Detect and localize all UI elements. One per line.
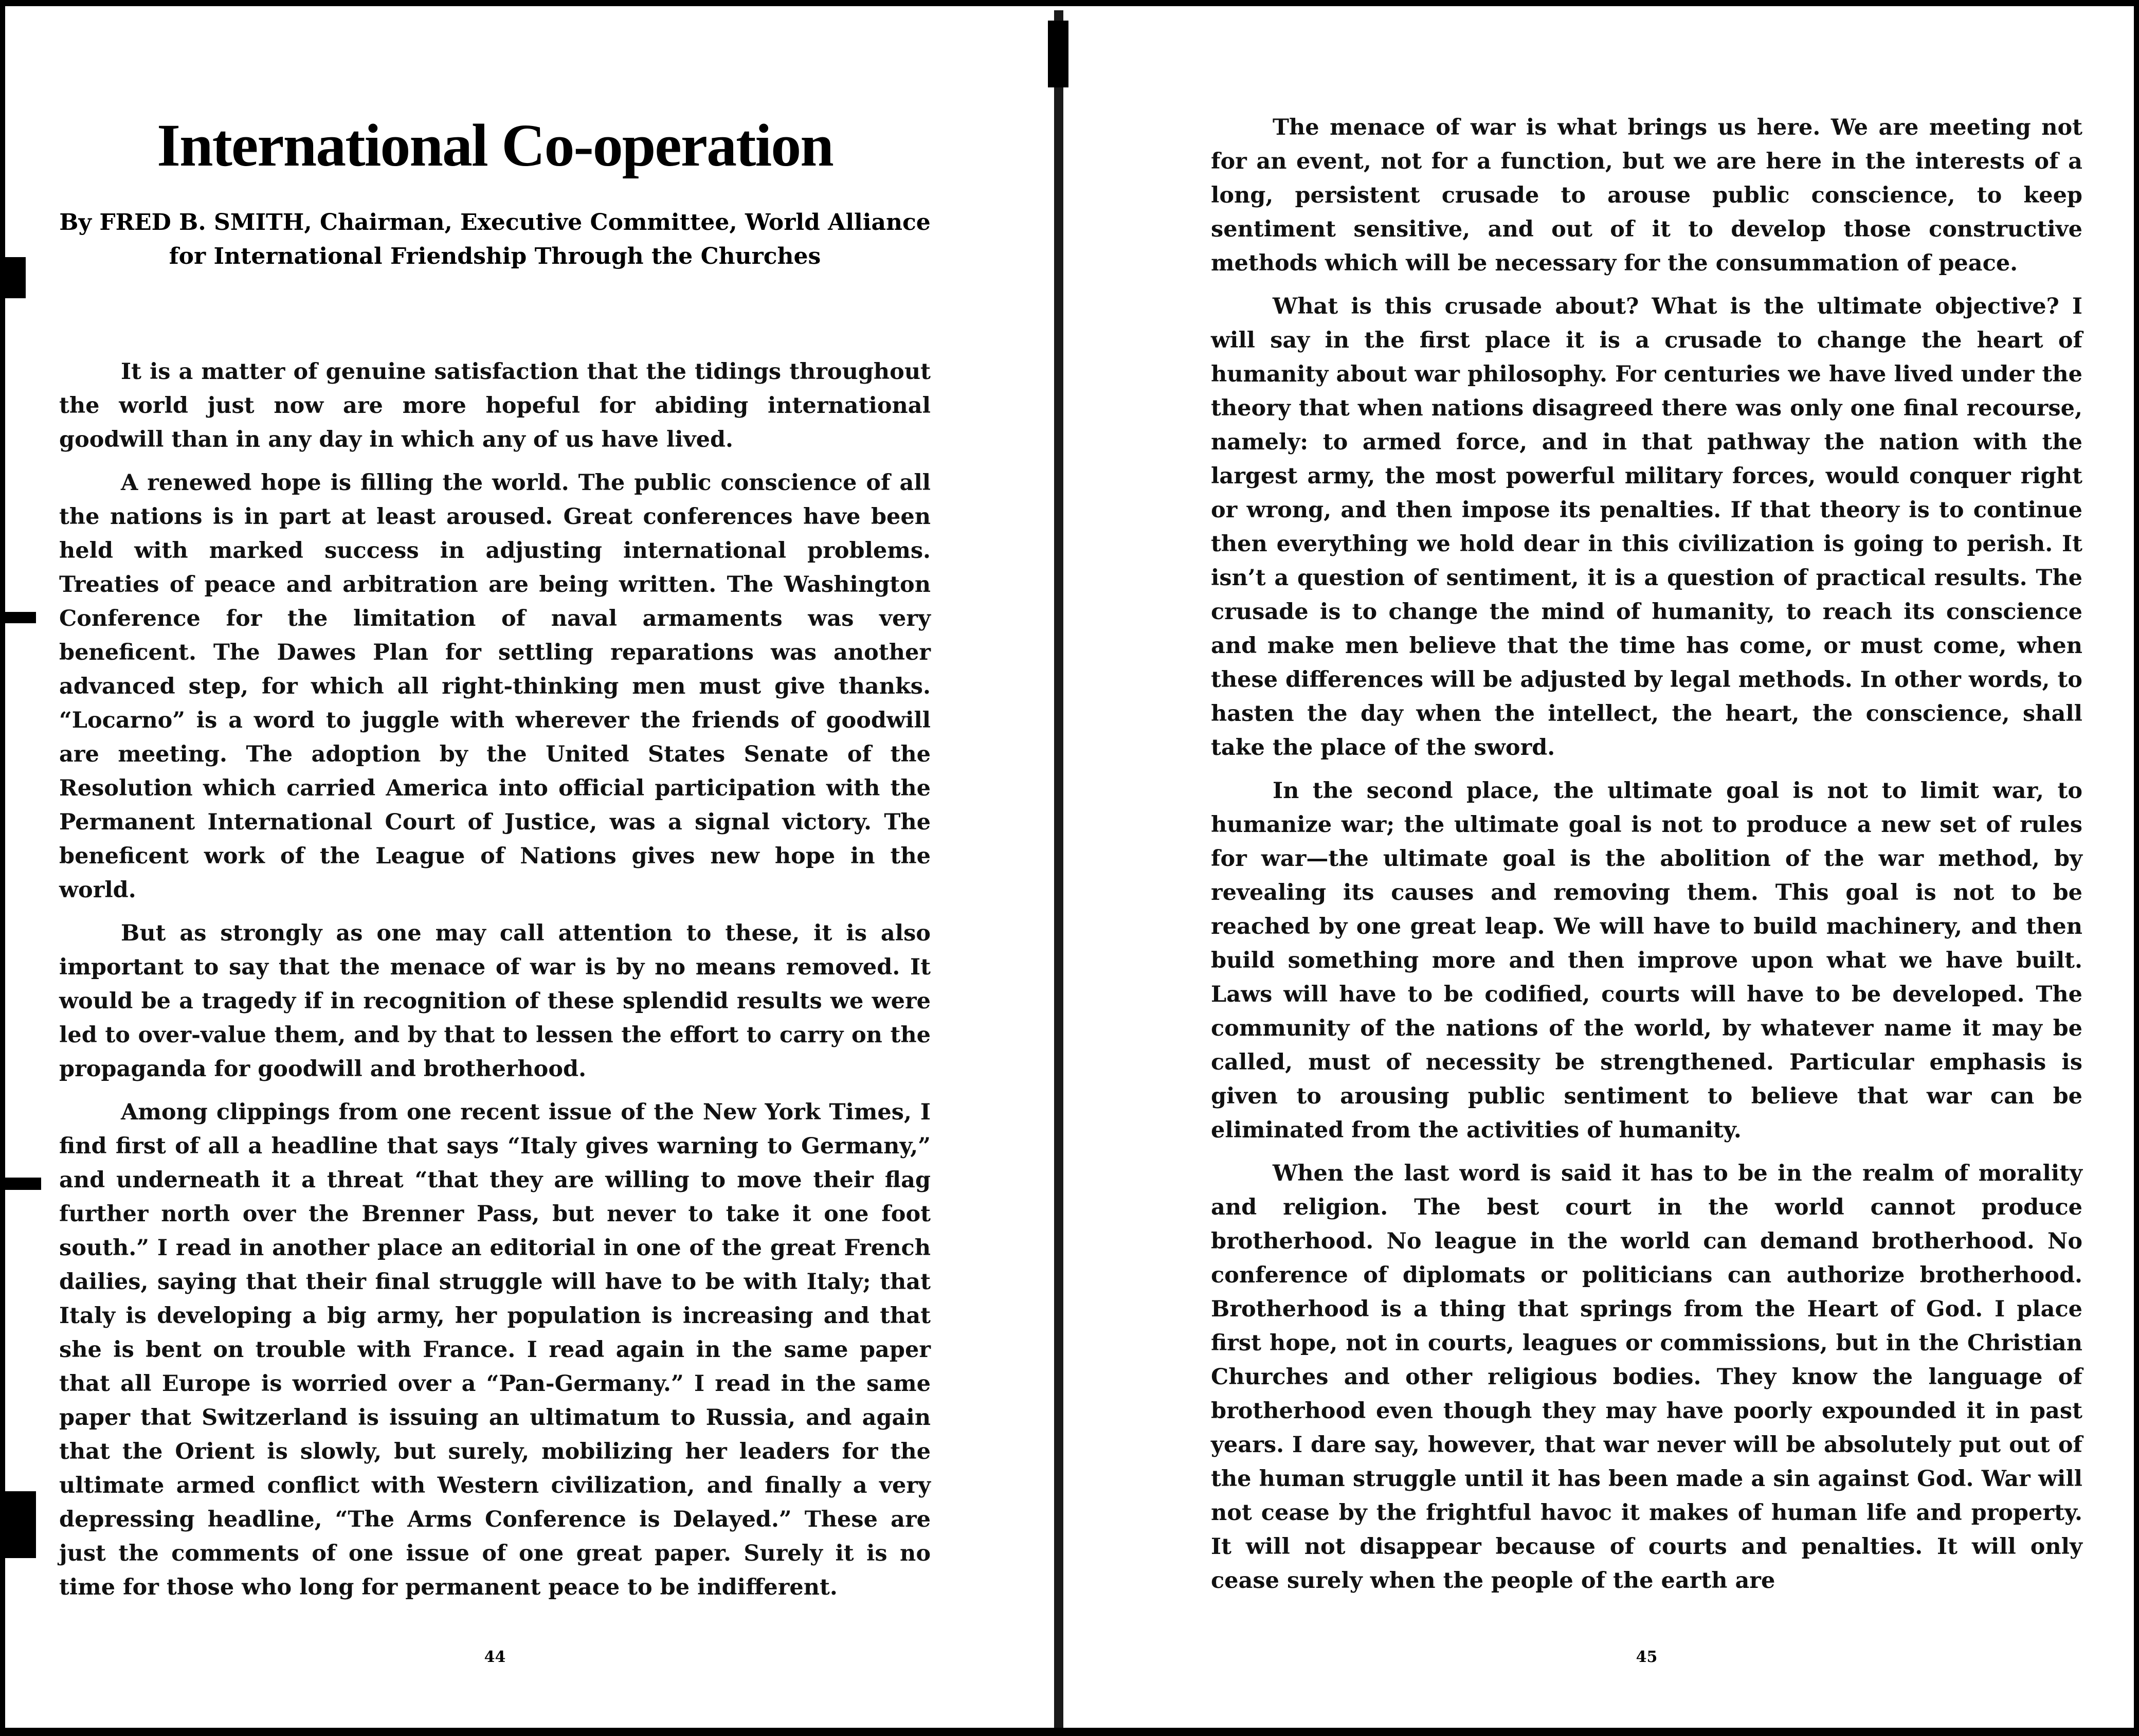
paragraph: The menace of war is what brings us here. We are meeting not for an event, not for a function, but we are here in the interests of a long, persistent crusade to arouse public conscience, to keep sentiment sensitive, and out of it to develop those constructive methods which will be necessary for the consummation of peace.: [1211, 115, 2082, 276]
scan-border-left: [0, 0, 5, 1736]
paragraph: But as strongly as one may call attention to these, it is also important to say that the menace of war is by no means removed. It would be a tragedy if in recognition of these splendid results we were led to over-value them, and by that to lessen the effort to carry on the propaganda for goodwill and brotherhood.: [59, 920, 931, 1082]
margin-mark: [5, 257, 26, 298]
right-page-body: [1211, 111, 2082, 1607]
left-page-body: [59, 355, 931, 1614]
paragraph: When the last word is said it has to be in the realm of morality and religion. The best court in the world cannot produce brotherhood. No league in the world can demand brotherhood. No conference of diplomats or politicians can authorize brotherhood. Brotherhood is a thing that springs from the Heart of God. I place first hope, not in courts, leagues or commissions, but in the Christian Churches and other religious bodies. They know the language of brotherhood even though they may have poorly expounded it in past years. I dare say, however, that war never will be absolutely put out of the human struggle until it has been made a sin against God. War will not cease by the frightful havoc it makes of human life and property. It will not disappear because of courts and penalties. It will only cease surely when the people of the earth are: [1211, 1161, 2082, 1594]
article-title: International Co-operation: [157, 112, 833, 179]
margin-mark: [5, 612, 36, 623]
page-number: 44: [484, 1648, 506, 1666]
paragraph: In the second place, the ultimate goal is not to limit war, to humanize war; the ultimate goal is not to produce a new set of rules for war—the ultimate goal is the abolition of the war method, by revealing its causes and removing them. This goal is not to be reached by one great leap. We will have to build machinery, and then build something more and then improve upon what we have built. Laws will have to be codified, courts will have to be developed. The community of the nations of the world, by whatever name it may be called, must of necessity be strengthened. Particular emphasis is given to arousing public sentiment to believe that war can be eliminated from the activities of humanity.: [1211, 778, 2082, 1143]
margin-mark: [5, 1491, 36, 1558]
article-byline: By FRED B. SMITH, Chairman, Executive Committee, World Alliance for International Friendship Through the Churches: [59, 209, 931, 269]
page-number: 45: [1636, 1648, 1658, 1666]
margin-mark: [5, 1178, 41, 1190]
scan-border-bottom: [0, 1728, 2139, 1736]
paragraph: A renewed hope is filling the world. The public conscience of all the nations is in part at least aroused. Great conferences have been held with marked success in adjusting international problems. Treaties of peace and arbitration are being written. The Washington Conference for the limitation of naval armaments was very beneficent. The Dawes Plan for settling reparations was another advanced step, for which all right-thinking men must give thanks. “Locarno” is a word to juggle with wherever the friends of goodwill are meeting. The adoption by the United States Senate of the Resolution which carried America into official participation with the Permanent International Court of Justice, was a signal victory. The beneficent work of the League of Nations gives new hope in the world.: [59, 470, 931, 903]
gutter-shadow: [1048, 21, 1068, 87]
book-gutter: [1054, 10, 1063, 1728]
scan-border-top: [0, 0, 2139, 6]
paragraph: What is this crusade about? What is the ultimate objective? I will say in the first place it is a crusade to change the heart of humanity about war philosophy. For centuries we have lived under the theory that when nations disagreed there was only one final recourse, namely: to armed force, and in that pathway the nation with the largest army, the most powerful military forces, would conquer right or wrong, and then impose its penalties. If that theory is to continue then everything we hold dear in this civilization is going to perish. It isn’t a question of sentiment, it is a question of practical results. The crusade is to change the mind of humanity, to reach its conscience and make men believe that the time has come, or must come, when these differences will be adjusted by legal methods. In other words, to hasten the day when the intellect, the heart, the conscience, shall take the place of the sword.: [1211, 294, 2082, 761]
scan-border-right: [2134, 0, 2139, 1736]
paragraph: It is a matter of genuine satisfaction that the tidings throughout the world just now are more hopeful for abiding international goodwill than in any day in which any of us have lived.: [59, 359, 931, 453]
paragraph: Among clippings from one recent issue of the New York Times, I find first of all a headline that says “Italy gives warning to Germany,” and underneath it a threat “that they are willing to move their flag further north over the Brenner Pass, but never to take it one foot south.” I read in another place an editorial in one of the great French dailies, saying that their final struggle will have to be with Italy; that Italy is developing a big army, her population is increasing and that she is bent on trouble with France. I read again in the same paper that all Europe is worried over a “Pan-Germany.” I read in the same paper that Switzerland is issuing an ultimatum to Russia, and again that the Orient is slowly, but surely, mobilizing her leaders for the ultimate armed conflict with Western civilization, and finally a very depressing headline, “The Arms Conference is Delayed.” These are just the comments of one issue of one great paper. Surely it is no time for those who long for permanent peace to be indifferent.: [59, 1099, 931, 1600]
